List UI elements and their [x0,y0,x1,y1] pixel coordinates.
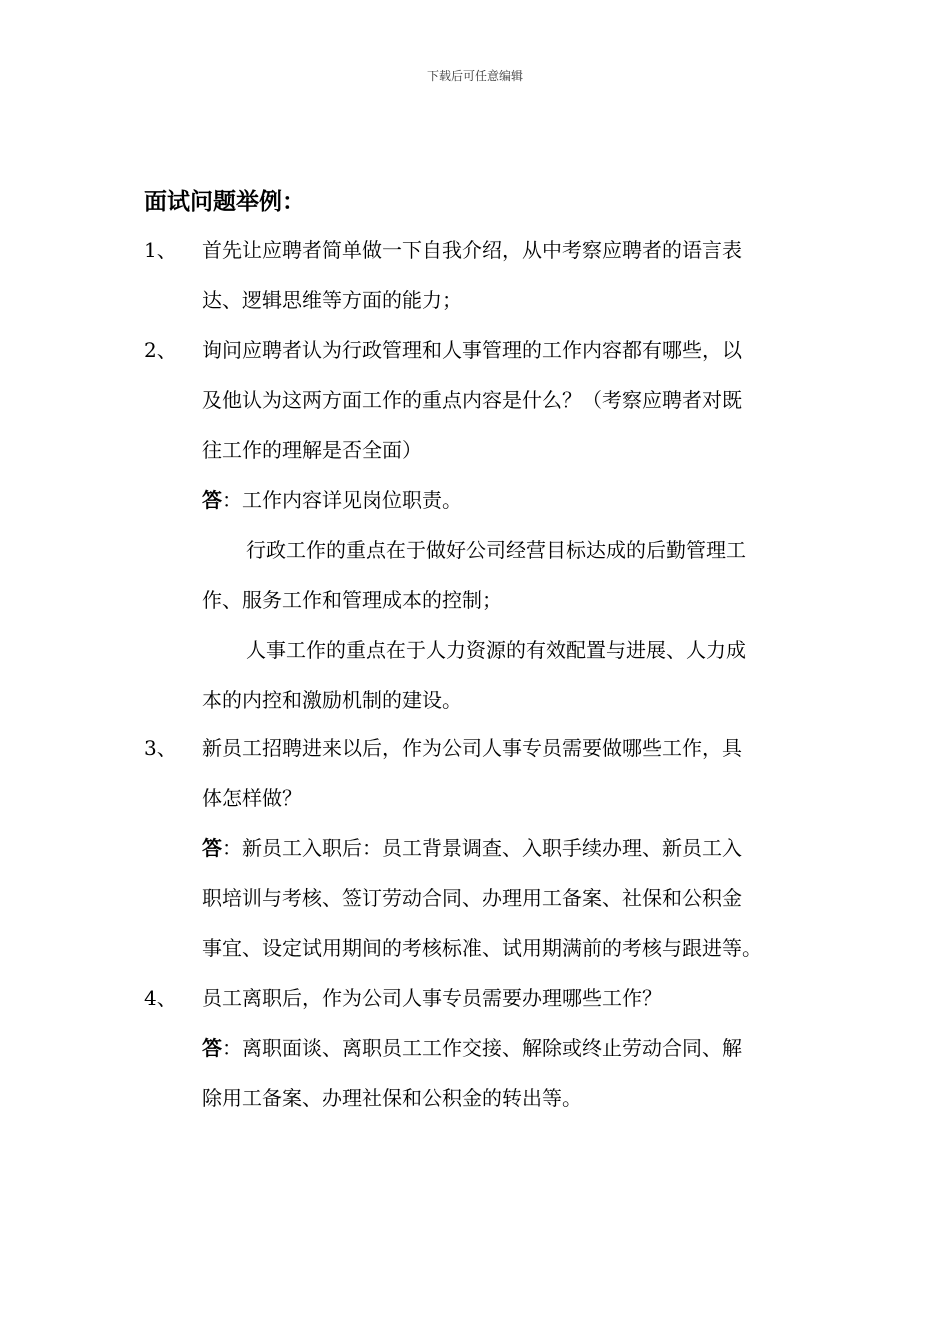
item-text: 首先让应聘者简单做一下自我介绍，从中考察应聘者的语言表 [202,238,742,262]
answer-text: 事宜、设定试用期间的考核标准、试用期满前的考核与跟进等。 [202,936,762,960]
item-text: 新员工招聘进来以后，作为公司人事专员需要做哪些工作，具 [202,736,742,760]
answer-text: 人事工作的重点在于人力资源的有效配置与进展、人力成 [246,638,746,662]
answer-line [202,833,742,863]
item-number: 4、 [144,986,177,1010]
answer-text: 除用工备案、办理社保和公积金的转出等。 [202,1086,582,1110]
answer-text: ：新员工入职后：员工背景调查、入职手续办理、新员工入 [222,836,742,860]
page-title: 面试问题举例： [144,189,305,215]
item-text: 体怎样做？ [202,786,302,810]
item-text: 往工作的理解是否全面） [202,438,422,462]
item-text: 达、逻辑思维等方面的能力； [202,288,462,312]
answer-text: ：工作内容详见岗位职责。 [222,488,462,512]
answer-text: 本的内控和激励机制的建设。 [202,688,462,712]
answer-line [202,1033,742,1063]
answer-text: 行政工作的重点在于做好公司经营目标达成的后勤管理工 [246,538,746,562]
answer-line [202,485,462,515]
item-number: 1、 [144,238,177,262]
item-number: 3、 [144,736,177,760]
page-header: 下载后可任意编辑 [426,69,523,83]
answer-text: 职培训与考核、签订劳动合同、办理用工备案、社保和公积金 [202,886,742,910]
answer-label: 答 [202,836,222,860]
answer-label: 答 [202,488,222,512]
item-text: 员工离职后，作为公司人事专员需要办理哪些工作？ [202,986,662,1010]
answer-text: 作、服务工作和管理成本的控制； [202,588,502,612]
answer-label: 答 [202,1036,222,1060]
item-number: 2、 [144,338,177,362]
item-text: 询问应聘者认为行政管理和人事管理的工作内容都有哪些，以 [202,338,742,362]
answer-text: ：离职面谈、离职员工工作交接、解除或终止劳动合同、解 [222,1036,742,1060]
item-text: 及他认为这两方面工作的重点内容是什么？（考察应聘者对既 [202,388,742,412]
